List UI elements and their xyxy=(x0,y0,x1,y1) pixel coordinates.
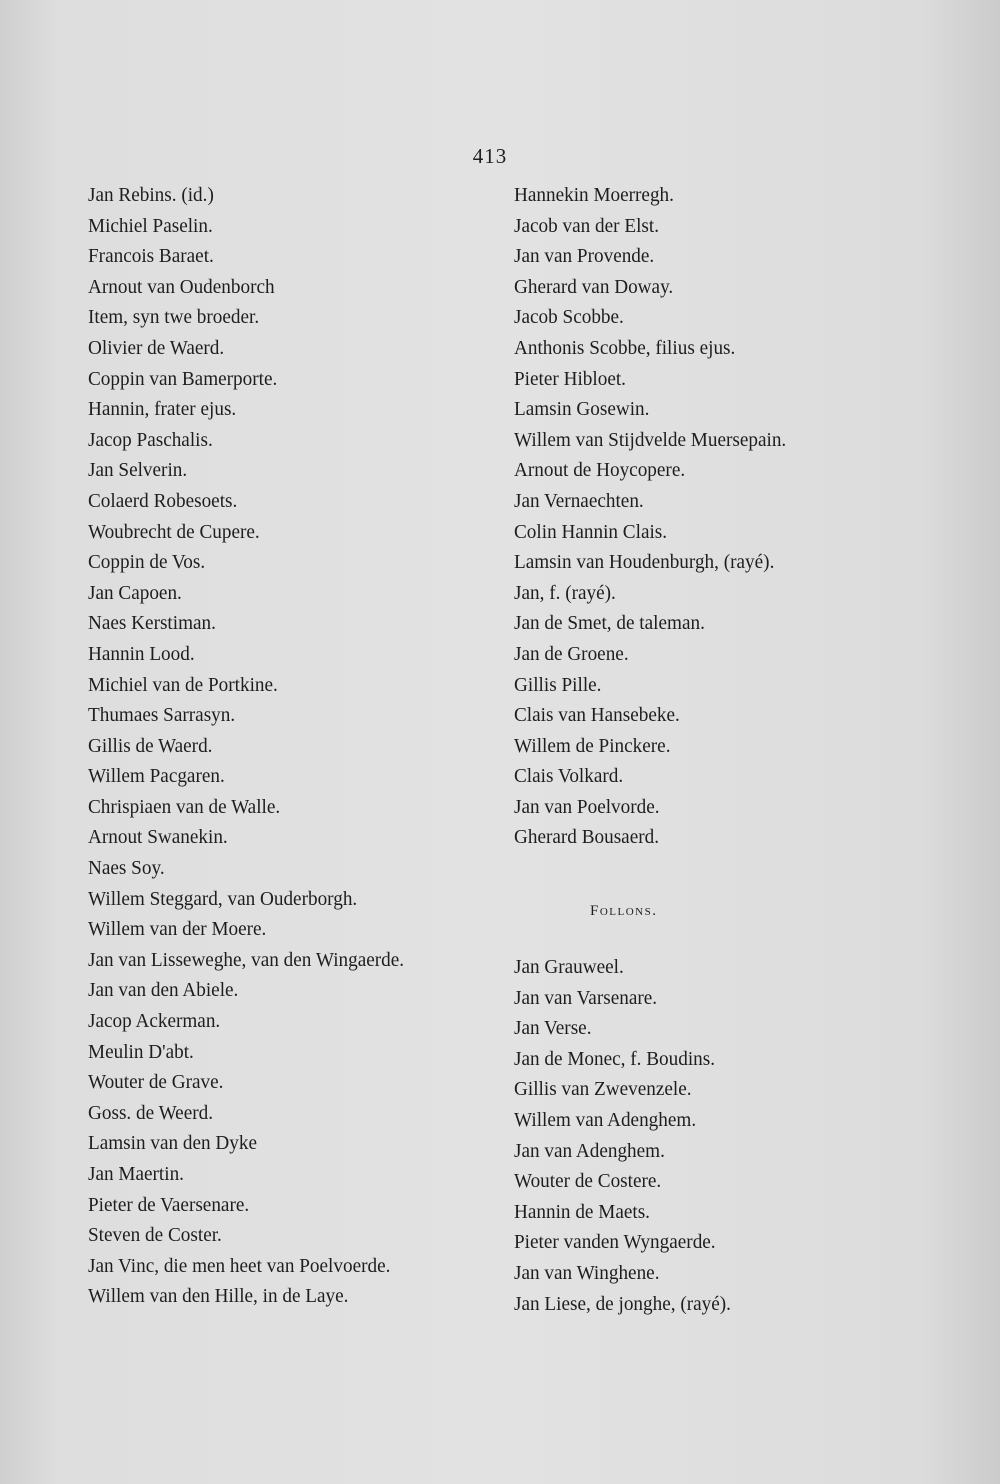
name-entry: Hannekin Moerregh. xyxy=(514,184,674,206)
name-entry: Meulin D'abt. xyxy=(88,1040,194,1063)
name-entry: Jan van Lisseweghe, van den Wingaerde. xyxy=(88,948,405,971)
name-entry: Pieter Hibloet. xyxy=(514,367,626,390)
name-entry: Jan van den Abiele. xyxy=(88,979,239,1002)
name-entry: Jan Capoen. xyxy=(88,581,182,604)
name-entry: Colaerd Robesoets. xyxy=(88,489,238,512)
name-entry: Pieter de Vaersenare. xyxy=(88,1193,250,1216)
name-entry: Jan Selverin. xyxy=(88,459,188,482)
name-entry: Jan van Winghene. xyxy=(514,1261,660,1284)
name-entry: Michiel van de Portkine. xyxy=(88,673,278,696)
name-entry: Willem Pacgaren. xyxy=(88,765,225,788)
name-entry: Jan Vernaechten. xyxy=(514,489,644,512)
name-entry: Gillis van Zwevenzele. xyxy=(514,1078,692,1101)
name-entry: Gillis Pille. xyxy=(514,673,602,696)
name-entry: Wouter de Grave. xyxy=(88,1071,224,1094)
left-name-column xyxy=(88,180,498,1312)
name-entry: Hannin, frater ejus. xyxy=(88,398,237,421)
name-entry: Willem van Adenghem. xyxy=(514,1108,697,1131)
name-entry: Naes Soy. xyxy=(88,857,165,880)
name-entry: Hannin de Maets. xyxy=(514,1200,650,1223)
name-entry: Lamsin Gosewin. xyxy=(514,398,650,421)
name-entry: Coppin van Bamerporte. xyxy=(88,367,278,390)
page-number: 413 xyxy=(472,144,508,168)
name-entry: Jan Liese, de jonghe, (rayé). xyxy=(514,1292,731,1315)
name-entry: Willem van der Moere. xyxy=(88,918,267,941)
name-entry: Jan van Provende. xyxy=(514,245,655,268)
name-entry: Colin Hannin Clais. xyxy=(514,520,668,543)
name-entry: Naes Kerstiman. xyxy=(88,612,216,635)
name-entry: Jan van Varsenare. xyxy=(514,986,658,1009)
section-heading-follons: Follons. xyxy=(590,903,658,919)
name-entry: Michiel Paselin. xyxy=(88,214,213,237)
follons-name-column xyxy=(514,952,934,1319)
name-entry: Jan de Monec, f. Boudins. xyxy=(514,1047,716,1070)
name-entry: Jan Verse. xyxy=(514,1017,592,1040)
name-entry: Jan, f. (rayé). xyxy=(514,581,616,604)
name-entry: Willem Steggard, van Ouderborgh. xyxy=(88,887,358,910)
name-entry: Steven de Coster. xyxy=(88,1224,222,1247)
name-entry: Lamsin van Houdenburgh, (rayé). xyxy=(514,551,775,574)
name-entry: Hannin Lood. xyxy=(88,642,195,665)
name-entry: Willem van den Hille, in de Laye. xyxy=(88,1285,349,1308)
name-entry: Gherard van Doway. xyxy=(514,275,674,298)
name-entry: Willem de Pinckere. xyxy=(514,734,671,757)
name-entry: Jacob Scobbe. xyxy=(514,306,624,329)
name-entry: Arnout de Hoycopere. xyxy=(514,459,686,482)
name-entry: Jan Grauweel. xyxy=(514,956,624,978)
name-entry: Clais van Hansebeke. xyxy=(514,704,680,727)
name-entry: Jan van Poelvorde. xyxy=(514,795,660,818)
name-entry: Thumaes Sarrasyn. xyxy=(88,704,236,727)
name-entry: Clais Volkard. xyxy=(514,765,624,788)
name-entry: Item, syn twe broeder. xyxy=(88,306,260,329)
name-entry: Gillis de Waerd. xyxy=(88,734,213,757)
name-entry: Willem van Stijdvelde Muersepain. xyxy=(514,428,787,451)
name-entry: Arnout van Oudenborch xyxy=(88,275,275,298)
name-entry: Olivier de Waerd. xyxy=(88,336,225,359)
name-entry: Anthonis Scobbe, filius ejus. xyxy=(514,336,736,359)
name-entry: Jacop Ackerman. xyxy=(88,1010,221,1033)
name-entry: Jan de Groene. xyxy=(514,642,629,665)
name-entry: Wouter de Costere. xyxy=(514,1170,662,1193)
name-entry: Coppin de Vos. xyxy=(88,551,206,574)
name-entry: Woubrecht de Cupere. xyxy=(88,520,260,543)
name-entry: Chrispiaen van de Walle. xyxy=(88,795,281,818)
name-entry: Lamsin van den Dyke xyxy=(88,1132,258,1155)
name-entry: Jan Rebins. (id.) xyxy=(88,184,214,206)
name-entry: Gherard Bousaerd. xyxy=(514,826,660,849)
name-entry: Jan van Adenghem. xyxy=(514,1139,665,1162)
name-entry: Jan de Smet, de taleman. xyxy=(514,612,705,635)
name-entry: Jan Maertin. xyxy=(88,1163,184,1185)
right-name-column xyxy=(514,180,934,853)
name-entry: Francois Baraet. xyxy=(88,245,214,268)
name-entry: Arnout Swanekin. xyxy=(88,826,228,849)
name-entry: Goss. de Weerd. xyxy=(88,1101,214,1124)
name-entry: Jacob van der Elst. xyxy=(514,214,660,237)
name-entry: Jan Vinc, die men heet van Poelvoerde. xyxy=(88,1254,391,1277)
name-entry: Jacop Paschalis. xyxy=(88,428,213,451)
name-entry: Pieter vanden Wyngaerde. xyxy=(514,1231,716,1254)
